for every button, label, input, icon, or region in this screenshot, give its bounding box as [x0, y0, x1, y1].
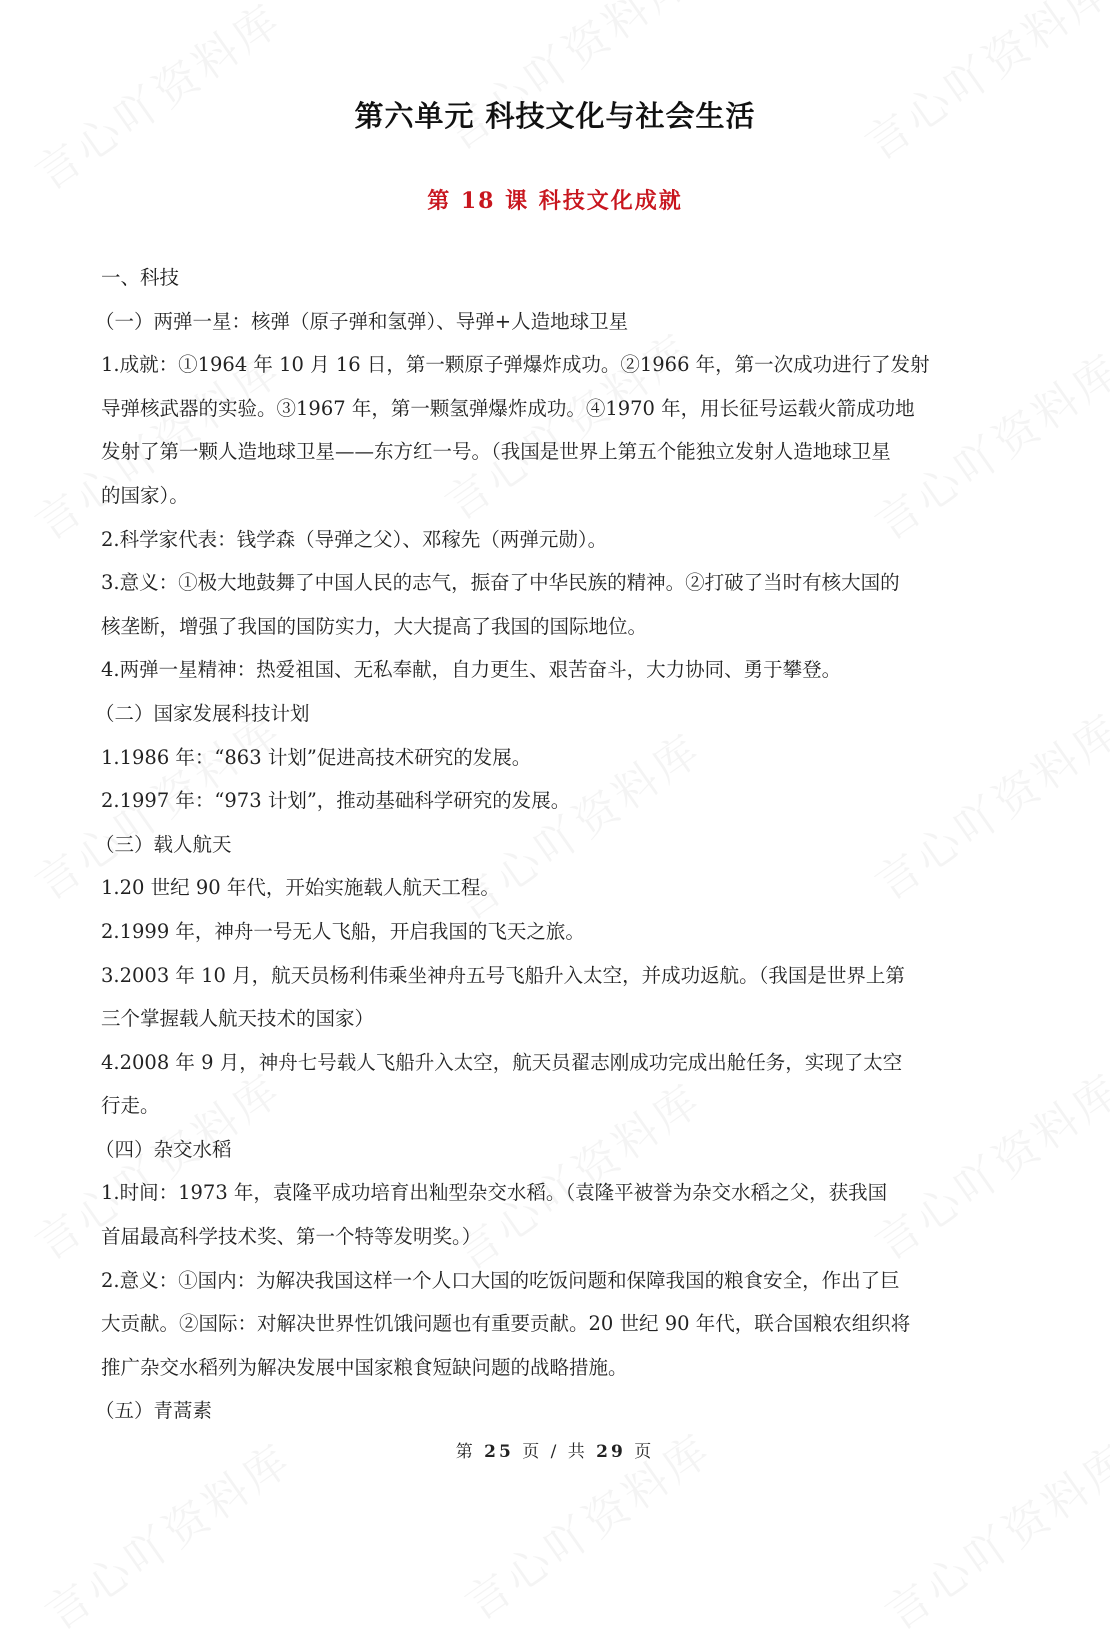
paragraph-line: 大贡献。②国际：对解决世界性饥饿问题也有重要贡献。20 世纪 90 年代，联合国粮农组织将	[101, 1312, 911, 1336]
lesson-title: 第 18 课 科技文化成就	[427, 188, 683, 214]
paragraph-line: 导弹核武器的实验。③1967 年，第一颗氢弹爆炸成功。④1970 年，用长征号运载火箭成功地	[101, 396, 915, 420]
paragraph-line: 4.2008 年 9 月，神舟七号载人飞船升入太空，航天员翟志刚成功完成出舱任务，实现了太空	[101, 1050, 903, 1074]
paragraph-line: 核垄断，增强了我国的国防实力，大大提高了我国的国际地位。	[101, 614, 648, 638]
subsection-heading: （五）青蒿素	[95, 1399, 213, 1423]
paragraph-line: 3.意义：①极大地鼓舞了中国人民的志气，振奋了中华民族的精神。②打破了当时有核大国的	[101, 571, 900, 595]
paragraph-line: 的国家）。	[101, 483, 189, 507]
paragraph-line: 首届最高科学技术奖、第一个特等发明奖。）	[101, 1225, 482, 1249]
paragraph-line: 2.科学家代表：钱学森（导弹之父）、邓稼先（两弹元勋）。	[101, 527, 608, 551]
paragraph-line: 2.意义：①国内：为解决我国这样一个人口大国的吃饭问题和保障我国的粮食安全，作出了巨	[101, 1268, 900, 1292]
subsection-heading: （一）两弹一星：核弹（原子弹和氢弹）、导弹+人造地球卫星	[95, 309, 629, 333]
paragraph-line: 1.时间：1973 年，袁隆平成功培育出籼型杂交水稻。（袁隆平被誉为杂交水稻之父，获我国	[101, 1181, 888, 1205]
subsection-heading: （二）国家发展科技计划	[95, 701, 310, 725]
document-body	[95, 256, 1011, 1433]
paragraph-line: 1.20 世纪 90 年代，开始实施载人航天工程。	[101, 876, 500, 900]
subsection-heading: （三）载人航天	[95, 832, 232, 856]
footer-middle: 页 / 共	[522, 1442, 588, 1462]
paragraph-line: 行走。	[101, 1094, 160, 1118]
page-footer	[0, 1437, 1110, 1462]
paragraph-line: 1.1986 年：“863 计划”促进高技术研究的发展。	[101, 745, 532, 769]
footer-suffix: 页	[634, 1442, 655, 1462]
footer-prefix: 第	[455, 1442, 476, 1462]
paragraph-line: 2.1997 年：“973 计划”，推动基础科学研究的发展。	[101, 789, 571, 813]
current-page-number: 25	[484, 1442, 514, 1462]
paragraph-line: 4.两弹一星精神：热爱祖国、无私奉献，自力更生、艰苦奋斗，大力协同、勇于攀登。	[101, 658, 842, 682]
subsection-heading: （四）杂交水稻	[95, 1137, 232, 1161]
paragraph-line: 三个掌握载人航天技术的国家）	[101, 1007, 375, 1031]
paragraph-line: 发射了第一颗人造地球卫星——东方红一号。（我国是世界上第五个能独立发射人造地球卫星	[101, 440, 891, 464]
paragraph-line: 3.2003 年 10 月，航天员杨利伟乘坐神舟五号飞船升入太空，并成功返航。（我国是世界上第	[101, 963, 905, 987]
total-pages-number: 29	[596, 1442, 626, 1462]
paragraph-line: 1.成就：①1964 年 10 月 16 日，第一颗原子弹爆炸成功。②1966 年，第一次成功进行了发射	[101, 353, 930, 377]
unit-title: 第六单元 科技文化与社会生活	[354, 99, 756, 133]
paragraph-line: 2.1999 年，神舟一号无人飞船，开启我国的飞天之旅。	[101, 919, 585, 943]
section-heading: 一、科技	[101, 266, 180, 289]
paragraph-line: 推广杂交水稻列为解决发展中国家粮食短缺问题的战略措施。	[101, 1355, 628, 1379]
